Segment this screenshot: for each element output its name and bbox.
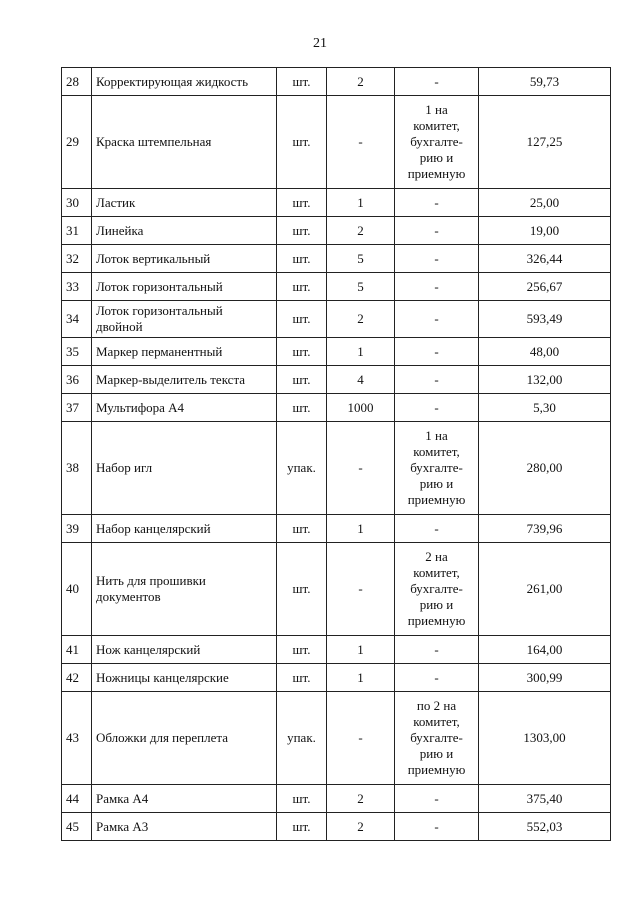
note-line: бухгалте- bbox=[410, 581, 463, 596]
note-line: 2 на bbox=[425, 549, 448, 564]
price-cell: 59,73 bbox=[479, 68, 611, 96]
note-cell: - bbox=[395, 68, 479, 96]
note-line: приемную bbox=[407, 492, 466, 507]
unit-cell: шт. bbox=[277, 636, 327, 664]
unit-cell: шт. bbox=[277, 394, 327, 422]
price-cell: 25,00 bbox=[479, 189, 611, 217]
price-cell: 19,00 bbox=[479, 217, 611, 245]
table-row bbox=[62, 301, 611, 338]
note-cell: - bbox=[395, 785, 479, 813]
unit-cell: шт. bbox=[277, 785, 327, 813]
quantity-cell: 1 bbox=[327, 189, 395, 217]
unit-cell: упак. bbox=[277, 422, 327, 515]
unit-cell: шт. bbox=[277, 273, 327, 301]
row-number-cell: 32 bbox=[62, 245, 92, 273]
quantity-cell: 2 bbox=[327, 217, 395, 245]
price-cell: 5,30 bbox=[479, 394, 611, 422]
note-line: бухгалте- bbox=[410, 730, 463, 745]
table-row bbox=[62, 422, 611, 515]
note-cell: - bbox=[395, 394, 479, 422]
note-line: по 2 на bbox=[416, 698, 457, 713]
unit-cell: шт. bbox=[277, 96, 327, 189]
quantity-cell: 2 bbox=[327, 301, 395, 338]
row-number-cell: 39 bbox=[62, 515, 92, 543]
price-cell: 48,00 bbox=[479, 338, 611, 366]
price-cell: 552,03 bbox=[479, 813, 611, 841]
quantity-cell: 2 bbox=[327, 813, 395, 841]
price-cell: 300,99 bbox=[479, 664, 611, 692]
unit-cell: шт. bbox=[277, 338, 327, 366]
row-number-cell: 34 bbox=[62, 301, 92, 338]
table-row bbox=[62, 338, 611, 366]
row-number-cell: 35 bbox=[62, 338, 92, 366]
item-name-cell: Рамка А4 bbox=[92, 785, 277, 813]
note-cell: - bbox=[395, 245, 479, 273]
note-line: приемную bbox=[407, 166, 466, 181]
note-cell: - bbox=[395, 189, 479, 217]
note-line: приемную bbox=[407, 613, 466, 628]
note-line: рию и bbox=[419, 150, 454, 165]
item-name-cell: Корректирующая жидкость bbox=[92, 68, 277, 96]
note-line: комитет, bbox=[413, 565, 460, 580]
row-number-cell: 38 bbox=[62, 422, 92, 515]
item-name-cell: Лоток горизонтальный двойной bbox=[92, 301, 277, 338]
quantity-cell: 1 bbox=[327, 515, 395, 543]
unit-cell: шт. bbox=[277, 515, 327, 543]
row-number-cell: 44 bbox=[62, 785, 92, 813]
note-cell bbox=[395, 543, 479, 636]
note-line: бухгалте- bbox=[410, 460, 463, 475]
item-name-cell: Краска штемпельная bbox=[92, 96, 277, 189]
row-number-cell: 45 bbox=[62, 813, 92, 841]
table-body bbox=[62, 68, 611, 841]
item-name-cell: Лоток горизонтальный bbox=[92, 273, 277, 301]
table-row bbox=[62, 96, 611, 189]
quantity-cell: 1 bbox=[327, 338, 395, 366]
item-name-cell: Ножницы канцелярские bbox=[92, 664, 277, 692]
row-number-cell: 30 bbox=[62, 189, 92, 217]
note-cell: - bbox=[395, 366, 479, 394]
table-row bbox=[62, 394, 611, 422]
note-line: рию и bbox=[419, 476, 454, 491]
note-cell: - bbox=[395, 813, 479, 841]
item-name-cell: Набор игл bbox=[92, 422, 277, 515]
row-number-cell: 28 bbox=[62, 68, 92, 96]
price-cell: 1303,00 bbox=[479, 692, 611, 785]
unit-cell: шт. bbox=[277, 813, 327, 841]
note-cell: - bbox=[395, 338, 479, 366]
note-cell bbox=[395, 692, 479, 785]
quantity-cell: 5 bbox=[327, 273, 395, 301]
item-name-cell: Мультифора А4 bbox=[92, 394, 277, 422]
page-number: 21 bbox=[313, 36, 327, 51]
table-row bbox=[62, 543, 611, 636]
table-row bbox=[62, 813, 611, 841]
row-number-cell: 41 bbox=[62, 636, 92, 664]
note-line: приемную bbox=[407, 762, 466, 777]
quantity-cell: 1 bbox=[327, 664, 395, 692]
item-name-cell: Линейка bbox=[92, 217, 277, 245]
price-cell: 593,49 bbox=[479, 301, 611, 338]
table-row bbox=[62, 217, 611, 245]
unit-cell: шт. bbox=[277, 245, 327, 273]
note-cell: - bbox=[395, 636, 479, 664]
table-row bbox=[62, 189, 611, 217]
row-number-cell: 40 bbox=[62, 543, 92, 636]
row-number-cell: 33 bbox=[62, 273, 92, 301]
item-name-cell: Рамка А3 bbox=[92, 813, 277, 841]
note-cell: - bbox=[395, 217, 479, 245]
item-name-cell: Ластик bbox=[92, 189, 277, 217]
price-cell: 739,96 bbox=[479, 515, 611, 543]
row-number-cell: 31 bbox=[62, 217, 92, 245]
quantity-cell: 2 bbox=[327, 68, 395, 96]
item-name-cell: Набор канцелярский bbox=[92, 515, 277, 543]
quantity-cell: - bbox=[327, 543, 395, 636]
note-line: комитет, bbox=[413, 118, 460, 133]
row-number-cell: 42 bbox=[62, 664, 92, 692]
unit-cell: шт. bbox=[277, 301, 327, 338]
price-cell: 256,67 bbox=[479, 273, 611, 301]
price-cell: 127,25 bbox=[479, 96, 611, 189]
item-name-cell: Обложки для переплета bbox=[92, 692, 277, 785]
note-cell: - bbox=[395, 664, 479, 692]
note-line: комитет, bbox=[413, 714, 460, 729]
table-row bbox=[62, 636, 611, 664]
quantity-cell: - bbox=[327, 96, 395, 189]
table-row bbox=[62, 692, 611, 785]
note-cell: - bbox=[395, 301, 479, 338]
note-cell: - bbox=[395, 515, 479, 543]
unit-cell: шт. bbox=[277, 366, 327, 394]
row-number-cell: 36 bbox=[62, 366, 92, 394]
unit-cell: шт. bbox=[277, 664, 327, 692]
note-cell bbox=[395, 96, 479, 189]
quantity-cell: 1000 bbox=[327, 394, 395, 422]
note-line: комитет, bbox=[413, 444, 460, 459]
note-cell: - bbox=[395, 273, 479, 301]
price-cell: 375,40 bbox=[479, 785, 611, 813]
item-name-cell: Маркер-выделитель текста bbox=[92, 366, 277, 394]
table-row bbox=[62, 273, 611, 301]
table-row bbox=[62, 245, 611, 273]
table-row bbox=[62, 515, 611, 543]
quantity-cell: 1 bbox=[327, 636, 395, 664]
note-line: 1 на bbox=[425, 428, 448, 443]
unit-cell: шт. bbox=[277, 217, 327, 245]
note-line: рию и bbox=[419, 597, 454, 612]
price-cell: 280,00 bbox=[479, 422, 611, 515]
quantity-cell: - bbox=[327, 422, 395, 515]
quantity-cell: 2 bbox=[327, 785, 395, 813]
price-cell: 261,00 bbox=[479, 543, 611, 636]
row-number-cell: 29 bbox=[62, 96, 92, 189]
note-line: 1 на bbox=[425, 102, 448, 117]
supplies-table bbox=[61, 67, 611, 841]
row-number-cell: 43 bbox=[62, 692, 92, 785]
unit-cell: шт. bbox=[277, 189, 327, 217]
unit-cell: шт. bbox=[277, 68, 327, 96]
row-number-cell: 37 bbox=[62, 394, 92, 422]
price-cell: 164,00 bbox=[479, 636, 611, 664]
price-cell: 132,00 bbox=[479, 366, 611, 394]
unit-cell: упак. bbox=[277, 692, 327, 785]
table-row bbox=[62, 68, 611, 96]
item-name-cell: Маркер перманентный bbox=[92, 338, 277, 366]
unit-cell: шт. bbox=[277, 543, 327, 636]
note-cell bbox=[395, 422, 479, 515]
table-row bbox=[62, 366, 611, 394]
table-row bbox=[62, 664, 611, 692]
note-line: бухгалте- bbox=[410, 134, 463, 149]
price-cell: 326,44 bbox=[479, 245, 611, 273]
quantity-cell: 5 bbox=[327, 245, 395, 273]
table-row bbox=[62, 785, 611, 813]
item-name-cell: Нить для прошивки документов bbox=[92, 543, 277, 636]
note-line: рию и bbox=[419, 746, 454, 761]
quantity-cell: - bbox=[327, 692, 395, 785]
item-name-cell: Нож канцелярский bbox=[92, 636, 277, 664]
item-name-cell: Лоток вертикальный bbox=[92, 245, 277, 273]
quantity-cell: 4 bbox=[327, 366, 395, 394]
